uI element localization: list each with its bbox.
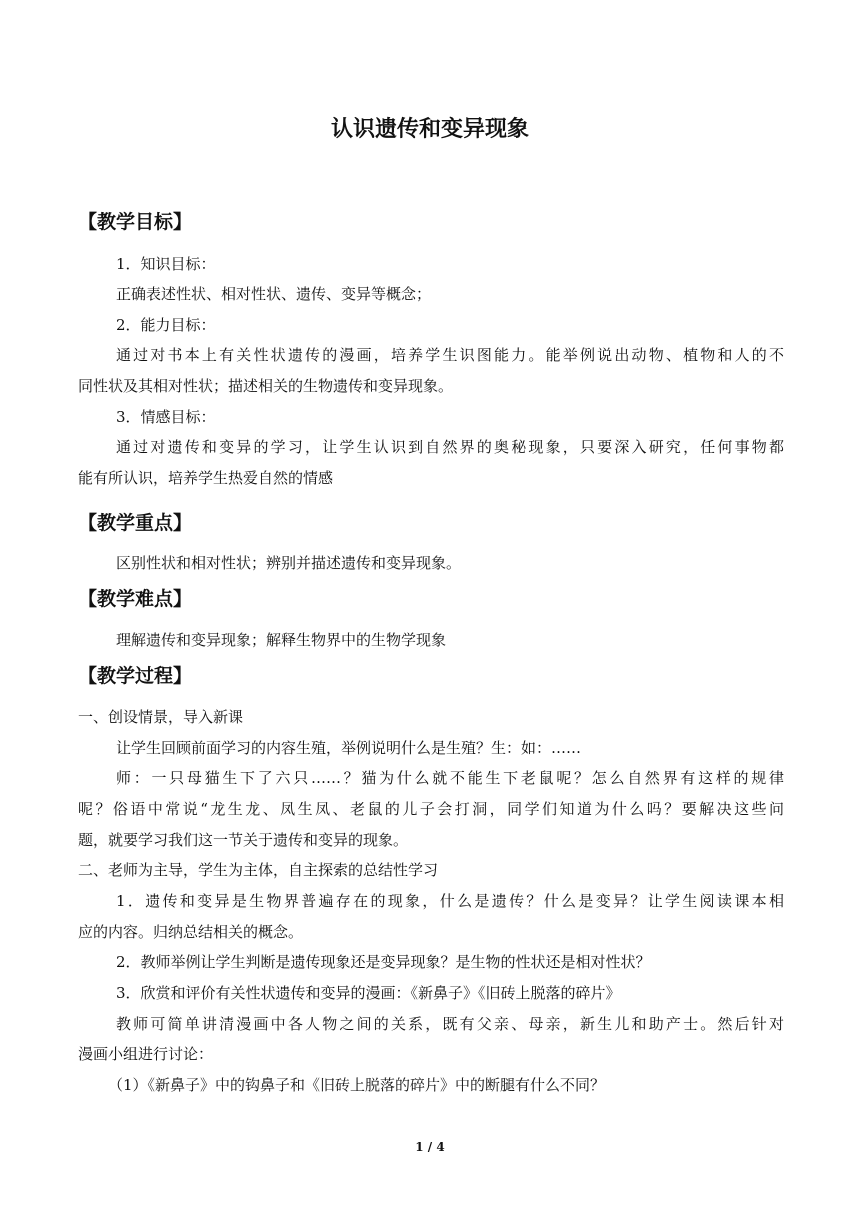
paragraph-line: 理解遗传和变异现象；解释生物界中的生物学现象: [116, 631, 447, 649]
paragraph-line: 师：一只母猫生下了六只……？猫为什么就不能生下老鼠呢？怎么自然界有这样的规律: [116, 769, 784, 787]
section-heading-objectives: 【教学目标】: [78, 211, 193, 233]
paragraph-line: 通过对书本上有关性状遗传的漫画，培养学生识图能力。能举例说出动物、植物和人的不: [116, 346, 784, 364]
paragraph-line: 1．遗传和变异是生物界普遍存在的现象，什么是遗传？什么是变异？让学生阅读课本相: [116, 892, 784, 910]
section-heading-difficulties: 【教学难点】: [78, 588, 193, 610]
paragraph-line: 3．情感目标：: [116, 408, 216, 426]
paragraph-line: 应的内容。归纳总结相关的概念。: [78, 923, 304, 941]
section-heading-process: 【教学过程】: [78, 665, 193, 687]
paragraph-line: 1．知识目标：: [116, 255, 216, 273]
paragraph-line: （1）《新鼻子》中的钩鼻子和《旧砖上脱落的碎片》中的断腿有什么不同？: [108, 1076, 606, 1094]
paragraph-line: 一、创设情景，导入新课: [78, 708, 244, 726]
paragraph-line: 同性状及其相对性状；描述相关的生物遗传和变异现象。: [78, 377, 454, 395]
paragraph-line: 通过对遗传和变异的学习，让学生认识到自然界的奥秘现象，只要深入研究，任何事物都: [116, 438, 784, 456]
paragraph-line: 呢？俗语中常说“龙生龙、凤生凤、老鼠的儿子会打洞，同学们知道为什么吗？要解决这些问: [78, 800, 784, 818]
paragraph-line: 让学生回顾前面学习的内容生殖，举例说明什么是生殖？生：如：……: [116, 739, 582, 757]
paragraph-line: 3．欣赏和评价有关性状遗传和变异的漫画：《新鼻子》《旧砖上脱落的碎片》: [116, 984, 621, 1002]
paragraph-line: 区别性状和相对性状；辨别并描述遗传和变异现象。: [116, 554, 462, 572]
paragraph-line: 能有所认识，培养学生热爱自然的情感: [78, 469, 334, 487]
paragraph-line: 2．能力目标：: [116, 316, 216, 334]
page-indicator: 1 / 4: [415, 1140, 445, 1154]
section-heading-key-points: 【教学重点】: [78, 512, 193, 534]
page-title: 认识遗传和变异现象: [330, 117, 529, 142]
paragraph-line: 漫画小组进行讨论：: [78, 1045, 214, 1063]
paragraph-line: 二、老师为主导，学生为主体，自主探索的总结性学习: [78, 861, 439, 879]
paragraph-line: 教师可简单讲清漫画中各人物之间的关系，既有父亲、母亲，新生儿和助产士。然后针对: [116, 1015, 784, 1033]
paragraph-line: 2．教师举例让学生判断是遗传现象还是变异现象？是生物的性状还是相对性状？: [116, 953, 651, 971]
paragraph-line: 题，就要学习我们这一节关于遗传和变异的现象。: [78, 831, 409, 849]
paragraph-line: 正确表述性状、相对性状、遗传、变异等概念；: [116, 285, 432, 303]
